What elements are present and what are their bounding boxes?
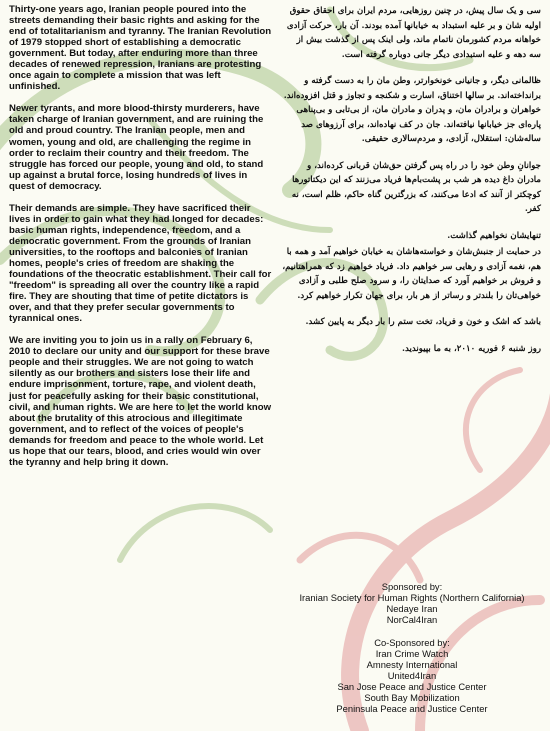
persian-paragraph-3: جوانانِ وطن خود را در راه پس گرفتن حق‌شان قربانی کرده‌اند، و مادران داغ دیده هر شب بر پشت‌بام‌ها فریاد می‌زنند که این دیکتاتورها کوچکتر از آنند که ادعا می‌کنند، که بزرگترین گناه حاکم، ظلم است، نه کفر. <box>291 160 541 214</box>
sponsor-item: NorCal4Iran <box>386 614 438 625</box>
co-sponsor-item: United4Iran <box>387 670 437 681</box>
co-sponsor-item: San Jose Peace and Justice Center <box>337 681 487 692</box>
persian-subtitle: تنهایشان نخواهیم گذاشت. <box>447 230 541 241</box>
co-sponsor-item: Iran Crime Watch <box>375 648 449 659</box>
sponsor-item: Nedaye Iran <box>386 603 438 614</box>
persian-paragraph-4: در حمایت از جنبش‌شان و خواسته‌هاشان به خیابان خواهیم آمد و همه با هم، نغمه آزادی و رهایی سر خواهیم داد. فریاد خواهیم زد که همراهتانیم، و فروش بر خواهیم آورد که صدایتان را، و سرود صلح طلبی و آزادی خواهی‌تان را بلندتر و رساتر از هر بار، برای جهان تکرار خواهیم کرد. <box>282 247 541 301</box>
sponsor-item: Iranian Society for Human Rights (Northern California) <box>299 592 525 603</box>
co-sponsor-item: South Bay Mobilization <box>364 692 460 703</box>
english-paragraph-4: We are inviting you to join us in a rally on February 6, 2010 to declare our unity and our support for these brave people and their struggles. We are not going to watch silently as our brothers and sisters lose their life and endure imprisonment, torture, rape, and violent death, just for peacefully asking for their basic constitutional, civil, and human rights. We are here to let the world know about the brutality of this atrocious and illegitimate government, and to reflect of the voices of people's demands for freedom and peace to the whole world. Let us hope that our tears, blood, and cries would win over the tyranny and help bring it down. <box>9 335 272 468</box>
english-paragraph-1: Thirty-one years ago, Iranian people poured into the streets demanding their basic rights and asking for the end of totalitarianism and tyranny. The Iranian Revolution of 1979 stopped short of establishing a democratic government. But today, after enduring more than three decades of renewed repression, Iranians are protesting once again to complete a mission that was left unfinished. <box>9 4 272 93</box>
persian-date-line: روز شنبه ۶ فوریه ۲۰۱۰، به ما بپیوندید. <box>401 343 541 354</box>
co-sponsored-by-label: Co-Sponsored by: <box>374 637 450 648</box>
sponsors-block <box>280 581 544 714</box>
co-sponsor-item: Amnesty International <box>366 659 458 670</box>
co-sponsor-item: Peninsula Peace and Justice Center <box>336 703 488 714</box>
english-paragraph-2: Newer tyrants, and more blood-thirsty murderers, have taken charge of Iranian government, and are ruining the old and proud country. The Iranian people, men and women, young and old, are challenging the regime in order to reclaim their country and their freedom. The struggle has forced our people, young and old, to stand up against a brutal force, losing hundreds of lives in quest of democracy. <box>9 103 264 192</box>
english-column <box>9 4 273 479</box>
persian-paragraph-1: سی و یک سال پیش، در چنین روزهایی، مردم ایران برای احقاق حقوق اولیه شان و بر علیه استبداد به خیابانها آمده بودند. آن بار، حرکت آزادی خواهانه مردم کشورمان ناتمام ماند، ولی اینک پس از گذشت بیش از سه دهه و علیه استبدادی دیگر جانی دوباره گرفته است. <box>286 6 541 60</box>
persian-paragraph-2: ظالمانی دیگر، و جانیانی خونخوارتر، وطن مان را به دست گرفته و برانداخته‌اند. بر سالها اختناق، اسارت و شکنجه و تجاوز و قتل افزوده‌اند. خواهران و برادران مان، و پدران و مادران مان، از بی‌تابی و بی‌پناهی پاره‌ای جز خیابانها نیافته‌اند. جان در کف نهاده‌اند، برای آرزوهای صد ساله‌شان: استقلال، آزادی، و مردم‌سالاری حقیقی. <box>283 76 541 144</box>
sponsored-by-label: Sponsored by: <box>381 581 443 592</box>
persian-column <box>282 4 541 368</box>
persian-closing: باشد که اشک و خون و فریاد، تخت ستم را بار دیگر به پایین کشد. <box>305 317 541 327</box>
english-paragraph-3: Their demands are simple. They have sacrificed their lives in order to gain what they had longed for decades: basic human rights, independence, freedom, and a democratic government. From the grounds of Iranian universities, to the rooftops and balconies of Iranian homes, people's cries of freedom are shaking the foundations of the theocratic establishment. Their call for "freedom" is spreading all over the country like a rapid fire. They are shouting that time of petite dictators is over, and that they prefer secular governments to tyrannical ones. <box>9 202 272 325</box>
